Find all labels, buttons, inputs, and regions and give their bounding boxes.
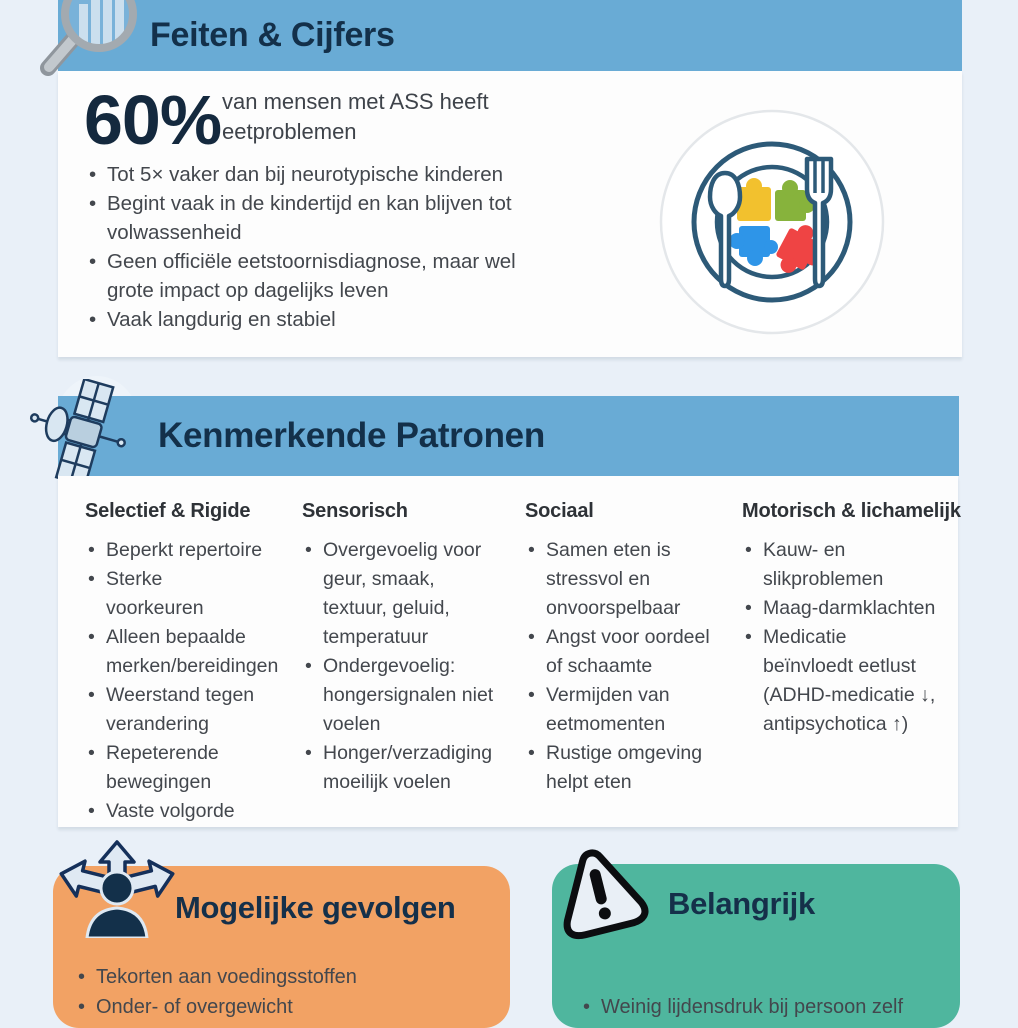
stat-caption — [222, 87, 489, 147]
pattern-column-sensorisch — [302, 500, 502, 797]
stat-caption-line2: eetproblemen — [222, 119, 357, 144]
column-header: Sensorisch — [302, 500, 408, 522]
list-item: • Ondergevoelig: hongersignalen niet voelen — [302, 652, 502, 739]
list-item: • Honger/verzadiging moeilijk voelen — [302, 739, 502, 797]
stat-caption-line1: van mensen met ASS heeft — [222, 89, 489, 114]
facts-bullet-list — [86, 160, 534, 334]
list-item: • Begint vaak in de kindertijd en kan blijven tot volwassenheid — [86, 189, 534, 247]
list-item: • Vaste volgorde — [85, 797, 265, 826]
list-item: • Repeterende bewegingen — [85, 739, 265, 797]
list-item: • Maag-darmklachten — [742, 594, 938, 623]
satellite-icon — [26, 379, 142, 483]
list-item: • Angst voor oordeel of schaamte — [525, 623, 715, 681]
list-item: • Beperkt repertoire — [85, 536, 265, 565]
column-header: Selectief & Rigide — [85, 500, 251, 522]
patterns-section-title: Kenmerkende Patronen — [158, 416, 545, 455]
column-bullet-list — [742, 536, 938, 739]
list-item: • Vermijden van eetmomenten — [525, 681, 715, 739]
column-bullet-list — [525, 536, 715, 797]
facts-section-title: Feiten & Cijfers — [150, 16, 395, 54]
consequences-title: Mogelijke gevolgen — [175, 890, 456, 925]
pattern-column-sociaal — [525, 500, 715, 797]
list-item: • Weinig lijdensdruk bij persoon zelf — [580, 992, 940, 1022]
list-item: • Sterke voorkeuren — [85, 565, 265, 623]
warning-triangle-icon — [546, 840, 654, 948]
list-item: • Medicatie beïnvloedt eetlust (ADHD-medicatie ↓, antipsychotica ↑) — [742, 623, 938, 739]
list-item: • Vaak langdurig en stabiel — [86, 305, 534, 334]
column-header: Motorisch & lichamelijk — [742, 500, 961, 522]
column-bullet-list — [85, 536, 279, 826]
consequences-bullet-list — [75, 962, 495, 1022]
list-item: • Rustige omgeving helpt eten — [525, 739, 715, 797]
plate-with-puzzle-pieces-icon — [659, 109, 885, 335]
list-item: • Samen eten is stressvol en onvoorspelbaar — [525, 536, 715, 623]
list-item: • Kauw- en slikproblemen — [742, 536, 938, 594]
pattern-column-motorisch — [742, 500, 961, 739]
stat-value: 60% — [84, 81, 222, 159]
column-bullet-list — [302, 536, 502, 797]
column-header: Sociaal — [525, 500, 594, 522]
important-title: Belangrijk — [668, 886, 815, 921]
list-item: • Weerstand tegen verandering — [85, 681, 265, 739]
person-three-way-arrows-icon — [54, 838, 180, 938]
list-item: • Onder- of overgewicht — [75, 992, 495, 1022]
facts-card — [58, 71, 962, 357]
list-item: • Tot 5× vaker dan bij neurotypische kinderen — [86, 160, 534, 189]
list-item: • Tekorten aan voedingsstoffen — [75, 962, 495, 992]
list-item: • Overgevoelig voor geur, smaak, textuur, geluid, temperatuur — [302, 536, 502, 652]
list-item: • Alleen bepaalde merken/bereidingen — [85, 623, 265, 681]
list-item: • Geen officiële eetstoornisdiagnose, maar wel grote impact op dagelijks leven — [86, 247, 534, 305]
pattern-column-selectief — [85, 500, 279, 826]
patterns-card — [58, 476, 961, 827]
